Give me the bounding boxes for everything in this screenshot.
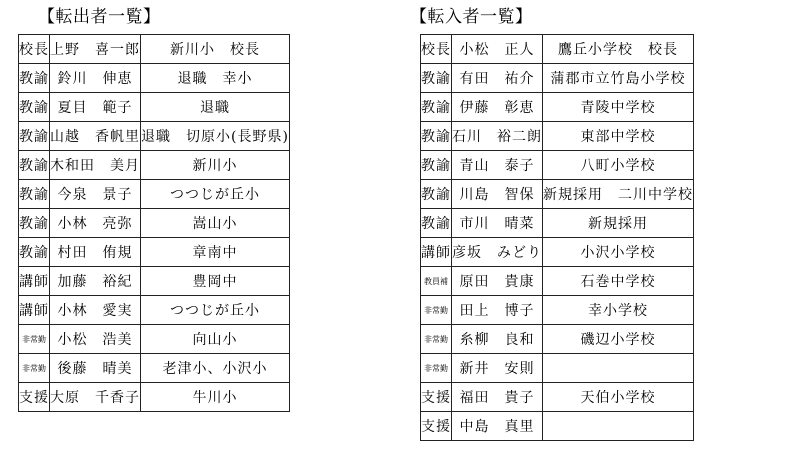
destination-cell: 新川小 (141, 151, 290, 180)
destination-cell: 牛川小 (141, 383, 290, 412)
position-cell: 教諭 (421, 93, 452, 122)
destination-cell: 退職 切原小(長野県) (141, 122, 290, 151)
name-cell: 田上 博子 (452, 296, 543, 325)
position-cell: 教諭 (421, 64, 452, 93)
name-cell: 新井 安則 (452, 354, 543, 383)
name-cell: 彦坂 みどり (452, 238, 543, 267)
destination-cell: 老津小、小沢小 (141, 354, 290, 383)
table-row (19, 64, 290, 93)
origin-cell: 小沢小学校 (543, 238, 694, 267)
origin-cell: 新規採用 二川中学校 (543, 180, 694, 209)
table-row (19, 267, 290, 296)
position-cell: 講師 (19, 267, 50, 296)
position-cell: 支援 (421, 383, 452, 412)
origin-cell: 鷹丘小学校 校長 (543, 35, 694, 64)
transfer-out-title: 【転出者一覧】 (38, 7, 161, 27)
position-cell: 校長 (421, 35, 452, 64)
destination-cell: つつじが丘小 (141, 180, 290, 209)
name-cell: 糸柳 良和 (452, 325, 543, 354)
table-row (19, 93, 290, 122)
origin-cell: 幸小学校 (543, 296, 694, 325)
position-cell: 非常勤 (421, 354, 452, 383)
name-cell: 福田 貴子 (452, 383, 543, 412)
transfer-out-table-body (19, 35, 290, 412)
position-cell: 教諭 (19, 64, 50, 93)
table-row (19, 296, 290, 325)
table-row (19, 209, 290, 238)
origin-cell (543, 412, 694, 441)
position-cell: 教諭 (19, 180, 50, 209)
position-cell: 教諭 (19, 122, 50, 151)
position-cell: 非常勤 (19, 325, 50, 354)
name-cell: 小松 浩美 (50, 325, 141, 354)
position-cell: 教諭 (421, 122, 452, 151)
destination-cell: 退職 (141, 93, 290, 122)
position-cell: 教員補 (421, 267, 452, 296)
table-row (421, 296, 694, 325)
origin-cell: 新規採用 (543, 209, 694, 238)
position-cell: 教諭 (19, 209, 50, 238)
name-cell: 鈴川 伸恵 (50, 64, 141, 93)
table-row (421, 122, 694, 151)
name-cell: 加藤 裕紀 (50, 267, 141, 296)
table-row (421, 151, 694, 180)
table-row (19, 180, 290, 209)
table-row (19, 151, 290, 180)
name-cell: 小林 亮弥 (50, 209, 141, 238)
origin-cell: 天伯小学校 (543, 383, 694, 412)
transfer-in-title: 【転入者一覧】 (410, 7, 533, 27)
position-cell: 非常勤 (19, 354, 50, 383)
position-cell: 講師 (421, 238, 452, 267)
name-cell: 青山 泰子 (452, 151, 543, 180)
name-cell: 今泉 景子 (50, 180, 141, 209)
table-row (421, 325, 694, 354)
position-cell: 教諭 (19, 151, 50, 180)
transfer-in-table (420, 34, 694, 441)
table-row (421, 354, 694, 383)
transfer-out-table (18, 34, 290, 412)
name-cell: 村田 侑規 (50, 238, 141, 267)
name-cell: 山越 香帆里 (50, 122, 141, 151)
position-cell: 非常勤 (421, 296, 452, 325)
name-cell: 小林 愛実 (50, 296, 141, 325)
destination-cell: 章南中 (141, 238, 290, 267)
table-row (19, 122, 290, 151)
destination-cell: つつじが丘小 (141, 296, 290, 325)
name-cell: 中島 真里 (452, 412, 543, 441)
name-cell: 有田 祐介 (452, 64, 543, 93)
table-row (19, 354, 290, 383)
table-row (421, 180, 694, 209)
name-cell: 伊藤 彰恵 (452, 93, 543, 122)
table-row (421, 238, 694, 267)
origin-cell: 東部中学校 (543, 122, 694, 151)
position-cell: 講師 (19, 296, 50, 325)
origin-cell: 磯辺小学校 (543, 325, 694, 354)
table-row (421, 412, 694, 441)
table-row (19, 383, 290, 412)
position-cell: 校長 (19, 35, 50, 64)
destination-cell: 新川小 校長 (141, 35, 290, 64)
position-cell: 教諭 (19, 93, 50, 122)
name-cell: 石川 裕二朗 (452, 122, 543, 151)
transfer-in-table-body (421, 35, 694, 441)
table-row (421, 209, 694, 238)
name-cell: 市川 晴菜 (452, 209, 543, 238)
name-cell: 後藤 晴美 (50, 354, 141, 383)
table-row (421, 35, 694, 64)
origin-cell: 八町小学校 (543, 151, 694, 180)
origin-cell: 蒲郡市立竹島小学校 (543, 64, 694, 93)
destination-cell: 豊岡中 (141, 267, 290, 296)
destination-cell: 退職 幸小 (141, 64, 290, 93)
destination-cell: 向山小 (141, 325, 290, 354)
table-row (19, 238, 290, 267)
position-cell: 教諭 (421, 151, 452, 180)
table-row (421, 93, 694, 122)
name-cell: 大原 千香子 (50, 383, 141, 412)
name-cell: 木和田 美月 (50, 151, 141, 180)
name-cell: 川島 智保 (452, 180, 543, 209)
name-cell: 小松 正人 (452, 35, 543, 64)
table-row (19, 325, 290, 354)
position-cell: 教諭 (421, 209, 452, 238)
name-cell: 夏目 範子 (50, 93, 141, 122)
origin-cell (543, 354, 694, 383)
table-row (421, 383, 694, 412)
table-row (421, 267, 694, 296)
position-cell: 支援 (421, 412, 452, 441)
origin-cell: 石巻中学校 (543, 267, 694, 296)
destination-cell: 嵩山小 (141, 209, 290, 238)
table-row (19, 35, 290, 64)
position-cell: 教諭 (19, 238, 50, 267)
name-cell: 上野 喜一郎 (50, 35, 141, 64)
position-cell: 支援 (19, 383, 50, 412)
position-cell: 非常勤 (421, 325, 452, 354)
table-row (421, 64, 694, 93)
position-cell: 教諭 (421, 180, 452, 209)
name-cell: 原田 貴康 (452, 267, 543, 296)
origin-cell: 青陵中学校 (543, 93, 694, 122)
